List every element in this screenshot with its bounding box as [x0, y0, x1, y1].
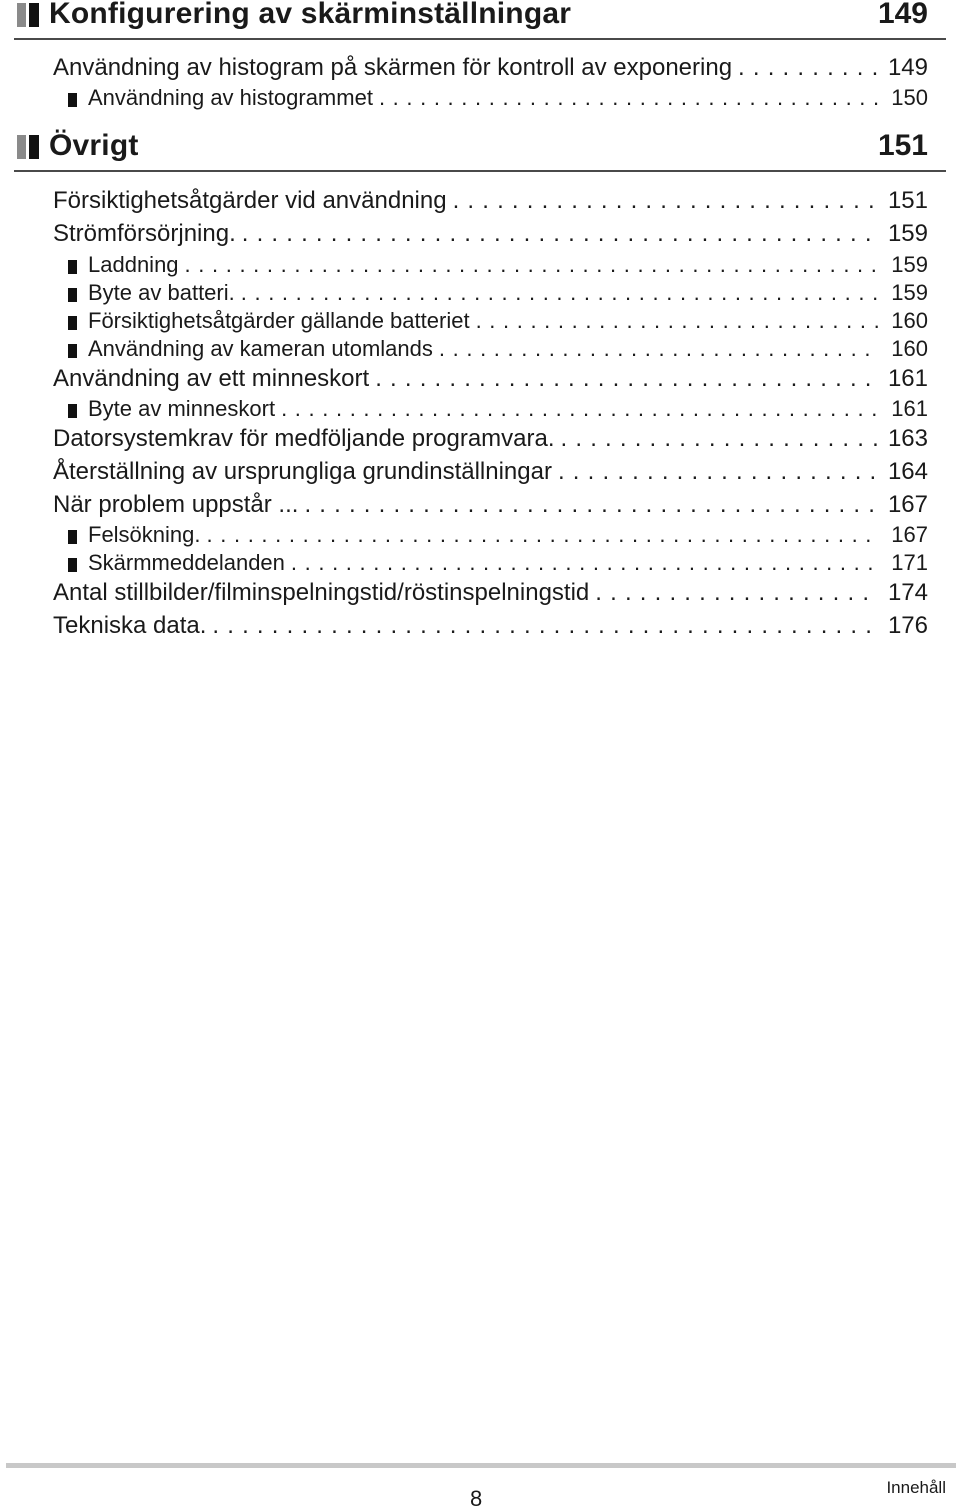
toc-entry-page: 174	[887, 579, 928, 606]
toc-entry-page: 159	[891, 252, 928, 277]
toc-leader-dots	[304, 491, 878, 519]
bullet-icon	[68, 530, 77, 544]
toc-subentry[interactable]	[0, 336, 960, 364]
toc-leader-dots	[453, 187, 878, 215]
toc-entry-page: 161	[891, 396, 928, 421]
toc-entry-page: 159	[891, 280, 928, 305]
toc-leader-dots	[185, 252, 878, 278]
toc-entry-label: Laddning	[88, 252, 179, 277]
toc-leader-dots	[595, 579, 878, 607]
toc-leader-dots	[561, 425, 878, 453]
toc-entry-label: Försiktighetsåtgärder gällande batteriet	[88, 308, 470, 333]
toc-leader-dots	[558, 458, 878, 486]
toc-entry-page: 161	[887, 365, 928, 392]
toc-entry-label: Datorsystemkrav för medföljande programvara.	[53, 425, 555, 452]
toc-entry-page: 171	[891, 550, 928, 575]
toc-entry-page: 151	[887, 187, 928, 214]
toc-subentry[interactable]	[0, 85, 960, 113]
toc-entry-label: När problem uppstår ...	[53, 491, 299, 518]
toc-entry-page: 167	[891, 522, 928, 547]
bullet-icon	[68, 288, 77, 302]
bullet-icon	[68, 558, 77, 572]
toc-entry-label: Strömförsörjning.	[53, 220, 236, 247]
footer-rule	[6, 1463, 956, 1468]
toc-subentry[interactable]	[0, 396, 960, 424]
toc-entry-page: 176	[887, 612, 928, 639]
section-header-konfigurering	[14, 0, 946, 40]
toc-leader-dots	[439, 336, 878, 362]
toc-leader-dots	[476, 308, 878, 334]
toc-entry[interactable]	[0, 612, 960, 642]
toc-entry[interactable]	[0, 425, 960, 455]
toc-entry-page: 149	[887, 54, 928, 81]
toc-entry[interactable]	[0, 579, 960, 609]
section-title: Konfigurering av skärminställningar	[49, 0, 572, 30]
toc-leader-dots	[207, 522, 878, 548]
toc-subentry[interactable]	[0, 308, 960, 336]
toc-entry-label: Försiktighetsåtgärder vid användning	[53, 187, 447, 214]
toc-entry-label: Återställning av ursprungliga grundinställningar	[53, 458, 552, 485]
footer-page-number: 8	[470, 1486, 483, 1511]
section-title: Övrigt	[49, 129, 139, 162]
toc-entry[interactable]	[0, 458, 960, 488]
section-page: 151	[877, 129, 928, 162]
toc-entry-label: Skärmmeddelanden	[88, 550, 285, 575]
toc-entry-label: Användning av histogram på skärmen för kontroll av exponering	[53, 54, 733, 81]
toc-leader-dots	[281, 396, 878, 422]
toc-entry[interactable]	[0, 491, 960, 521]
toc-entry[interactable]	[0, 187, 960, 217]
toc-subentry[interactable]	[0, 252, 960, 280]
toc-entry-page: 163	[887, 425, 928, 452]
toc-leader-dots	[738, 54, 878, 82]
toc-entry[interactable]	[0, 365, 960, 395]
bullet-icon	[68, 316, 77, 330]
toc-entry-page: 164	[887, 458, 928, 485]
footer-section-label: Innehåll	[886, 1478, 946, 1497]
toc-subentry[interactable]	[0, 550, 960, 578]
toc-leader-dots	[375, 365, 878, 393]
toc-leader-dots	[212, 612, 878, 640]
bullet-icon	[68, 344, 77, 358]
toc-entry-label: Tekniska data.	[53, 612, 207, 639]
toc-entry-label: Användning av kameran utomlands	[88, 336, 433, 361]
toc-entry-label: Felsökning.	[88, 522, 201, 547]
toc-entry-page: 159	[887, 220, 928, 247]
toc-entry[interactable]	[0, 220, 960, 250]
toc-subentry[interactable]	[0, 522, 960, 550]
bullet-icon	[68, 260, 77, 274]
toc-entry-page: 160	[891, 308, 928, 333]
toc-leader-dots	[241, 280, 878, 306]
section-marker-icon	[17, 135, 41, 159]
section-marker-icon	[17, 3, 41, 27]
toc-entry-page: 150	[891, 85, 928, 110]
toc-subentry[interactable]	[0, 280, 960, 308]
toc-entry[interactable]	[0, 54, 960, 84]
toc-leader-dots	[379, 85, 878, 111]
section-header-ovrigt	[14, 129, 946, 172]
bullet-icon	[68, 404, 77, 418]
toc-entry-label: Användning av histogrammet	[88, 85, 373, 110]
bullet-icon	[68, 93, 77, 107]
toc-entry-page: 160	[891, 336, 928, 361]
toc-leader-dots	[291, 550, 878, 576]
toc-entry-label: Byte av batteri.	[88, 280, 235, 305]
toc-entry-page: 167	[887, 491, 928, 518]
section-page: 149	[877, 0, 928, 30]
toc-entry-label: Byte av minneskort	[88, 396, 276, 421]
toc-leader-dots	[242, 220, 878, 248]
toc-entry-label: Antal stillbilder/filminspelningstid/röstinspelningstid	[53, 579, 590, 606]
toc-entry-label: Användning av ett minneskort	[53, 365, 370, 392]
